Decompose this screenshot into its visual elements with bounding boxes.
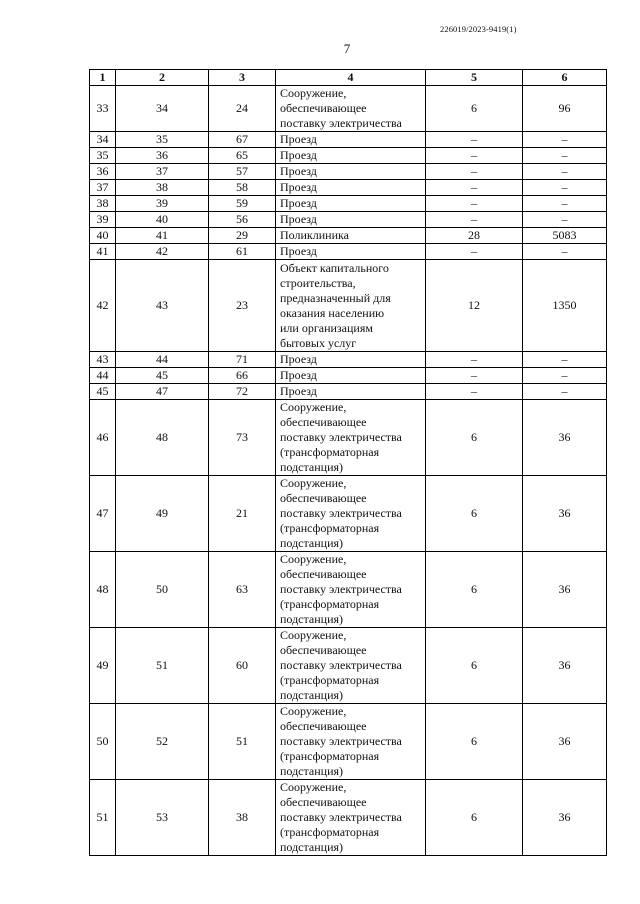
column-header: 2 — [116, 70, 209, 86]
cell-description — [276, 368, 426, 384]
document-number: 226019/2023-9419(1) — [440, 24, 517, 34]
cell-col-3: 65 — [209, 148, 276, 164]
table-row — [90, 244, 607, 260]
description-line: подстанция) — [280, 460, 344, 474]
cell-col-6: 36 — [523, 400, 607, 476]
cell-description — [276, 180, 426, 196]
table-row — [90, 86, 607, 132]
cell-col-3: 72 — [209, 384, 276, 400]
table-row — [90, 352, 607, 368]
cell-col-5: 6 — [426, 552, 523, 628]
cell-col-6: 36 — [523, 704, 607, 780]
description-line: обеспечивающее — [280, 719, 367, 733]
cell-col-2: 45 — [116, 368, 209, 384]
cell-col-3: 21 — [209, 476, 276, 552]
cell-col-6: 36 — [523, 552, 607, 628]
cell-col-3: 29 — [209, 228, 276, 244]
cell-col-6: – — [523, 148, 607, 164]
cell-col-1: 39 — [90, 212, 116, 228]
description-line: Проезд — [280, 352, 317, 366]
cell-col-1: 40 — [90, 228, 116, 244]
cell-col-2: 40 — [116, 212, 209, 228]
cell-col-2: 39 — [116, 196, 209, 212]
cell-col-2: 50 — [116, 552, 209, 628]
cell-description — [276, 196, 426, 212]
description-line: Проезд — [280, 368, 317, 382]
description-line: обеспечивающее — [280, 101, 367, 115]
cell-description — [276, 704, 426, 780]
cell-description — [276, 780, 426, 856]
column-header: 4 — [276, 70, 426, 86]
description-line: (трансформаторная — [280, 445, 380, 459]
description-line: Сооружение, — [280, 780, 347, 794]
cell-col-3: 71 — [209, 352, 276, 368]
description-line: поставку электричества — [280, 430, 402, 444]
description-line: Объект капитального — [280, 260, 389, 275]
cell-col-2: 44 — [116, 352, 209, 368]
cell-col-5: 28 — [426, 228, 523, 244]
description-line: Проезд — [280, 180, 317, 194]
description-line: (трансформаторная — [280, 673, 380, 687]
cell-col-1: 38 — [90, 196, 116, 212]
description-line: Поликлиника — [280, 228, 349, 242]
description-line: (трансформаторная — [280, 597, 380, 611]
description-line: Проезд — [280, 148, 317, 162]
description-line: подстанция) — [280, 688, 344, 702]
description-line: предназначенный для — [280, 290, 391, 305]
cell-col-3: 57 — [209, 164, 276, 180]
cell-col-2: 36 — [116, 148, 209, 164]
table-row — [90, 212, 607, 228]
cell-col-1: 51 — [90, 780, 116, 856]
cell-col-1: 47 — [90, 476, 116, 552]
cell-col-1: 43 — [90, 352, 116, 368]
column-header: 3 — [209, 70, 276, 86]
table-row — [90, 384, 607, 400]
cell-col-1: 33 — [90, 86, 116, 132]
cell-col-5: – — [426, 352, 523, 368]
cell-col-6: – — [523, 212, 607, 228]
column-header: 1 — [90, 70, 116, 86]
description-line: (трансформаторная — [280, 825, 380, 839]
table-row — [90, 260, 607, 352]
cell-col-3: 67 — [209, 132, 276, 148]
description-line: Проезд — [280, 132, 317, 146]
cell-col-3: 38 — [209, 780, 276, 856]
cell-col-1: 42 — [90, 260, 116, 352]
cell-description — [276, 352, 426, 368]
cell-col-6: – — [523, 368, 607, 384]
cell-col-5: – — [426, 244, 523, 260]
cell-col-2: 48 — [116, 400, 209, 476]
cell-col-2: 52 — [116, 704, 209, 780]
cell-col-5: 6 — [426, 476, 523, 552]
description-line: обеспечивающее — [280, 643, 367, 657]
cell-description — [276, 148, 426, 164]
cell-description — [276, 244, 426, 260]
description-line: (трансформаторная — [280, 749, 380, 763]
cell-col-3: 23 — [209, 260, 276, 352]
description-line: оказания населению — [280, 305, 385, 320]
cell-col-1: 44 — [90, 368, 116, 384]
cell-col-2: 41 — [116, 228, 209, 244]
cell-col-2: 47 — [116, 384, 209, 400]
description-line: поставку электричества — [280, 658, 402, 672]
description-line: Сооружение, — [280, 400, 347, 414]
cell-col-6: – — [523, 352, 607, 368]
description-line: Сооружение, — [280, 704, 347, 718]
cell-description — [276, 628, 426, 704]
cell-col-6: 1350 — [523, 260, 607, 352]
cell-col-3: 61 — [209, 244, 276, 260]
table-row — [90, 196, 607, 212]
cell-col-5: 6 — [426, 628, 523, 704]
cell-col-6: – — [523, 196, 607, 212]
cell-description — [276, 132, 426, 148]
cell-description — [276, 164, 426, 180]
cell-col-5: – — [426, 212, 523, 228]
table-row — [90, 164, 607, 180]
cell-col-6: 5083 — [523, 228, 607, 244]
cell-col-3: 63 — [209, 552, 276, 628]
cell-col-2: 35 — [116, 132, 209, 148]
description-line: обеспечивающее — [280, 795, 367, 809]
cell-col-6: – — [523, 180, 607, 196]
cell-col-3: 66 — [209, 368, 276, 384]
data-table — [89, 69, 607, 856]
cell-col-5: – — [426, 148, 523, 164]
description-line: обеспечивающее — [280, 567, 367, 581]
cell-col-1: 46 — [90, 400, 116, 476]
cell-col-2: 43 — [116, 260, 209, 352]
cell-col-5: 6 — [426, 704, 523, 780]
cell-col-3: 73 — [209, 400, 276, 476]
description-line: или организациям — [280, 320, 373, 335]
description-line: Проезд — [280, 384, 317, 398]
cell-description — [276, 552, 426, 628]
description-line: строительства, — [280, 275, 356, 290]
description-line: подстанция) — [280, 536, 344, 550]
table-row — [90, 780, 607, 856]
cell-col-3: 24 — [209, 86, 276, 132]
cell-col-5: 6 — [426, 400, 523, 476]
cell-col-5: – — [426, 180, 523, 196]
cell-col-3: 60 — [209, 628, 276, 704]
cell-col-5: 6 — [426, 86, 523, 132]
description-line: Сооружение, — [280, 628, 347, 642]
cell-col-1: 49 — [90, 628, 116, 704]
cell-col-1: 45 — [90, 384, 116, 400]
cell-description — [276, 384, 426, 400]
cell-description — [276, 212, 426, 228]
column-header: 6 — [523, 70, 607, 86]
description-line: подстанция) — [280, 840, 344, 854]
description-line: Проезд — [280, 212, 317, 226]
cell-col-2: 51 — [116, 628, 209, 704]
cell-col-3: 51 — [209, 704, 276, 780]
table-header-row — [90, 70, 607, 86]
cell-col-2: 49 — [116, 476, 209, 552]
cell-col-1: 36 — [90, 164, 116, 180]
table-row — [90, 228, 607, 244]
cell-col-5: – — [426, 384, 523, 400]
cell-col-6: – — [523, 164, 607, 180]
description-line: (трансформаторная — [280, 521, 380, 535]
table-row — [90, 476, 607, 552]
table-row — [90, 628, 607, 704]
column-header: 5 — [426, 70, 523, 86]
description-line: поставку электричества — [280, 810, 402, 824]
table-row — [90, 368, 607, 384]
description-line: Проезд — [280, 244, 317, 258]
cell-col-6: 96 — [523, 86, 607, 132]
cell-col-2: 37 — [116, 164, 209, 180]
cell-col-6: 36 — [523, 628, 607, 704]
cell-col-2: 53 — [116, 780, 209, 856]
cell-description — [276, 86, 426, 132]
description-line: подстанция) — [280, 612, 344, 626]
description-line: Сооружение, — [280, 552, 347, 566]
cell-col-6: – — [523, 244, 607, 260]
cell-col-6: 36 — [523, 476, 607, 552]
cell-col-1: 48 — [90, 552, 116, 628]
cell-col-2: 38 — [116, 180, 209, 196]
description-line: Сооружение, — [280, 476, 347, 490]
table-row — [90, 552, 607, 628]
cell-col-5: – — [426, 164, 523, 180]
description-line: подстанция) — [280, 764, 344, 778]
cell-col-3: 56 — [209, 212, 276, 228]
cell-col-5: – — [426, 132, 523, 148]
cell-description — [276, 228, 426, 244]
cell-col-2: 34 — [116, 86, 209, 132]
cell-col-1: 37 — [90, 180, 116, 196]
cell-col-1: 41 — [90, 244, 116, 260]
description-line: обеспечивающее — [280, 491, 367, 505]
cell-description — [276, 260, 426, 352]
page-number: 7 — [343, 41, 351, 56]
table-row — [90, 704, 607, 780]
description-line: поставку электричества — [280, 116, 402, 130]
cell-col-5: 12 — [426, 260, 523, 352]
description-line: Проезд — [280, 196, 317, 210]
table-row — [90, 400, 607, 476]
description-line: поставку электричества — [280, 506, 402, 520]
description-line: поставку электричества — [280, 582, 402, 596]
cell-col-3: 59 — [209, 196, 276, 212]
table-row — [90, 132, 607, 148]
cell-col-2: 42 — [116, 244, 209, 260]
cell-col-6: – — [523, 384, 607, 400]
cell-description — [276, 400, 426, 476]
cell-col-5: – — [426, 368, 523, 384]
cell-col-1: 34 — [90, 132, 116, 148]
cell-col-5: – — [426, 196, 523, 212]
cell-col-5: 6 — [426, 780, 523, 856]
cell-col-1: 50 — [90, 704, 116, 780]
table-row — [90, 180, 607, 196]
cell-col-6: 36 — [523, 780, 607, 856]
cell-col-6: – — [523, 132, 607, 148]
description-line: поставку электричества — [280, 734, 402, 748]
description-line: Проезд — [280, 164, 317, 178]
description-line: обеспечивающее — [280, 415, 367, 429]
cell-col-3: 58 — [209, 180, 276, 196]
cell-col-1: 35 — [90, 148, 116, 164]
table-row — [90, 148, 607, 164]
cell-description — [276, 476, 426, 552]
description-line: бытовых услуг — [280, 335, 357, 350]
description-line: Сооружение, — [280, 86, 347, 100]
